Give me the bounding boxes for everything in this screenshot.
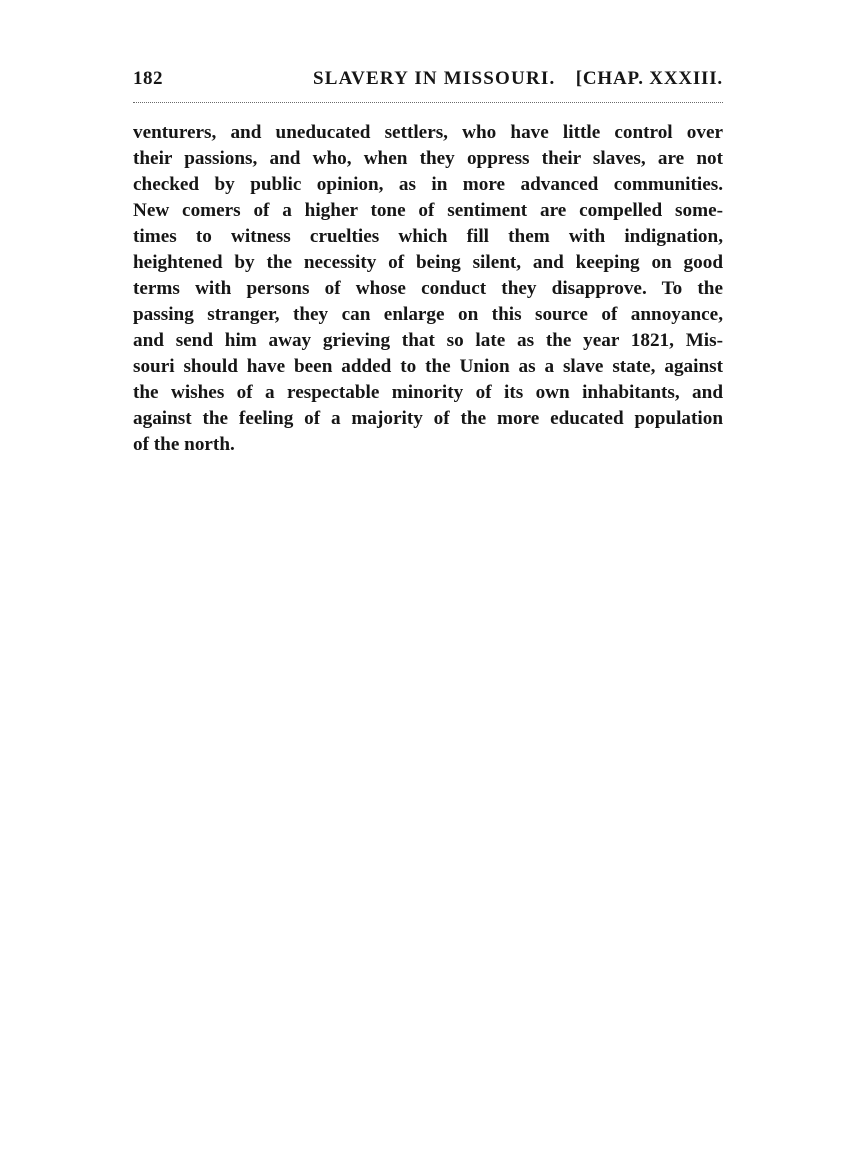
chapter-reference: [CHAP. XXXIII. — [575, 68, 723, 89]
running-head — [133, 68, 723, 96]
text-line: the wishes of a respectable minority of its own inhabitants, and — [133, 382, 723, 403]
text-line: checked by public opinion, as in more advanced communities. — [133, 174, 723, 195]
text-line: times to witness cruelties which fill them with indignation, — [133, 226, 723, 247]
text-line: and send him away grieving that so late as the year 1821, Mis- — [133, 330, 723, 351]
text-line: against the feeling of a majority of the more educated population — [133, 408, 723, 429]
text-line: terms with persons of whose conduct they disapprove. To the — [133, 278, 723, 299]
text-line: venturers, and uneducated settlers, who have little control over — [133, 122, 723, 143]
text-line: heightened by the necessity of being silent, and keeping on good — [133, 252, 723, 273]
text-line: passing stranger, they can enlarge on this source of annoyance, — [133, 304, 723, 325]
body-paragraph — [133, 120, 723, 458]
text-line: New comers of a higher tone of sentiment are compelled some- — [133, 200, 723, 221]
page-number: 182 — [133, 68, 163, 89]
text-line: souri should have been added to the Union as a slave state, against — [133, 356, 723, 377]
text-line: of the north. — [133, 434, 235, 455]
text-line: their passions, and who, when they oppress their slaves, are not — [133, 148, 723, 169]
header-rule — [133, 102, 723, 103]
running-title: SLAVERY IN MISSOURI. — [313, 68, 556, 89]
